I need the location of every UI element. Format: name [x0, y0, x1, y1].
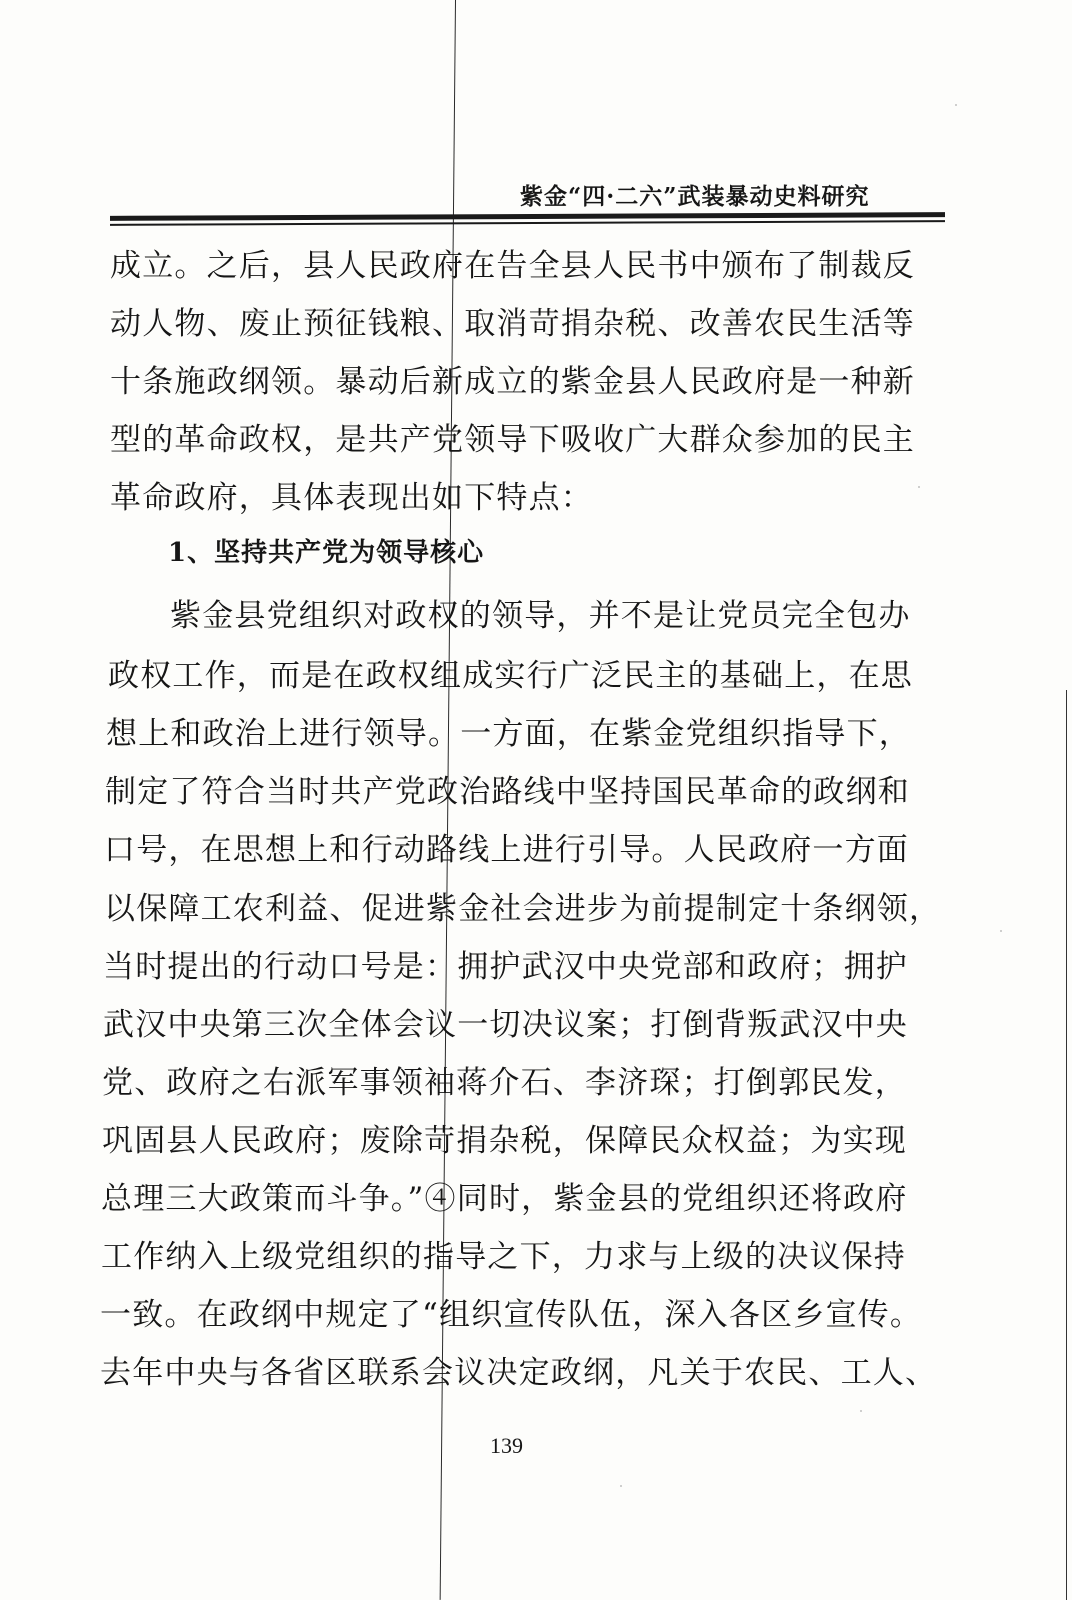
page-edge-line — [1066, 690, 1067, 1600]
body-text-line: 制定了符合当时共产党政治路线中坚持国民革命的政纲和 — [105, 774, 910, 810]
body-text-line: 总理三大政策而斗争。”④同时，紫金县的党组织还将政府 — [101, 1181, 908, 1217]
body-text-line: 政权工作，而是在政权组成实行广泛民主的基础上，在思 — [108, 658, 913, 694]
scan-speck — [620, 1485, 622, 1487]
body-text-line: 当时提出的行动口号是：拥护武汉中央党部和政府；拥护 — [103, 949, 908, 985]
body-text-line: 革命政府，具体表现出如下特点： — [110, 480, 593, 516]
body-text-line: 一致。在政纲中规定了“组织宣传队伍，深入各区乡宣传。 — [100, 1297, 923, 1333]
body-text-line: 去年中央与各省区联系会议决定政纲，凡关于农民、工人、 — [100, 1355, 938, 1391]
body-text-line: 型的革命政权，是共产党领导下吸收广大群众参加的民主 — [110, 422, 915, 458]
scan-speck — [918, 486, 920, 488]
scan-speck — [860, 1410, 862, 1412]
scan-speck — [1000, 930, 1002, 932]
scan-speck — [955, 104, 957, 106]
page-number: 139 — [490, 1433, 523, 1458]
body-text-line: 工作纳入上级党组织的指导之下，力求与上级的决议保持 — [101, 1239, 906, 1275]
body-text-line: 紫金县党组织对政权的领导，并不是让党员完全包办 — [170, 598, 911, 634]
body-text-line: 成立。之后，县人民政府在告全县人民书中颁布了制裁反 — [110, 248, 915, 284]
body-text-line: 党、政府之右派军事领袖蒋介石、李济琛；打倒郭民发， — [102, 1065, 907, 1101]
running-header-title: 紫金“四·二六”武装暴动史料研究 — [520, 183, 870, 210]
body-text-line: 动人物、废止预征钱粮、取消苛捐杂税、改善农民生活等 — [110, 306, 915, 342]
header-rule-thick — [110, 212, 945, 221]
section-heading: 1、坚持共产党为领导核心 — [168, 538, 485, 568]
body-text-line: 口号，在思想上和行动路线上进行引导。人民政府一方面 — [104, 832, 909, 868]
body-text-line: 想上和政治上进行领导。一方面，在紫金党组织指导下， — [106, 716, 911, 752]
body-text-line: 巩固县人民政府；废除苛捐杂税，保障民众权益；为实现 — [102, 1123, 907, 1159]
body-text-line: 十条施政纲领。暴动后新成立的紫金县人民政府是一种新 — [110, 364, 915, 400]
header-rule-thin — [110, 220, 945, 226]
body-text-line: 武汉中央第三次全体会议一切决议案；打倒背叛武汉中央 — [103, 1007, 908, 1043]
body-text-line: 以保障工农利益、促进紫金社会进步为前提制定十条纲领， — [104, 891, 942, 927]
